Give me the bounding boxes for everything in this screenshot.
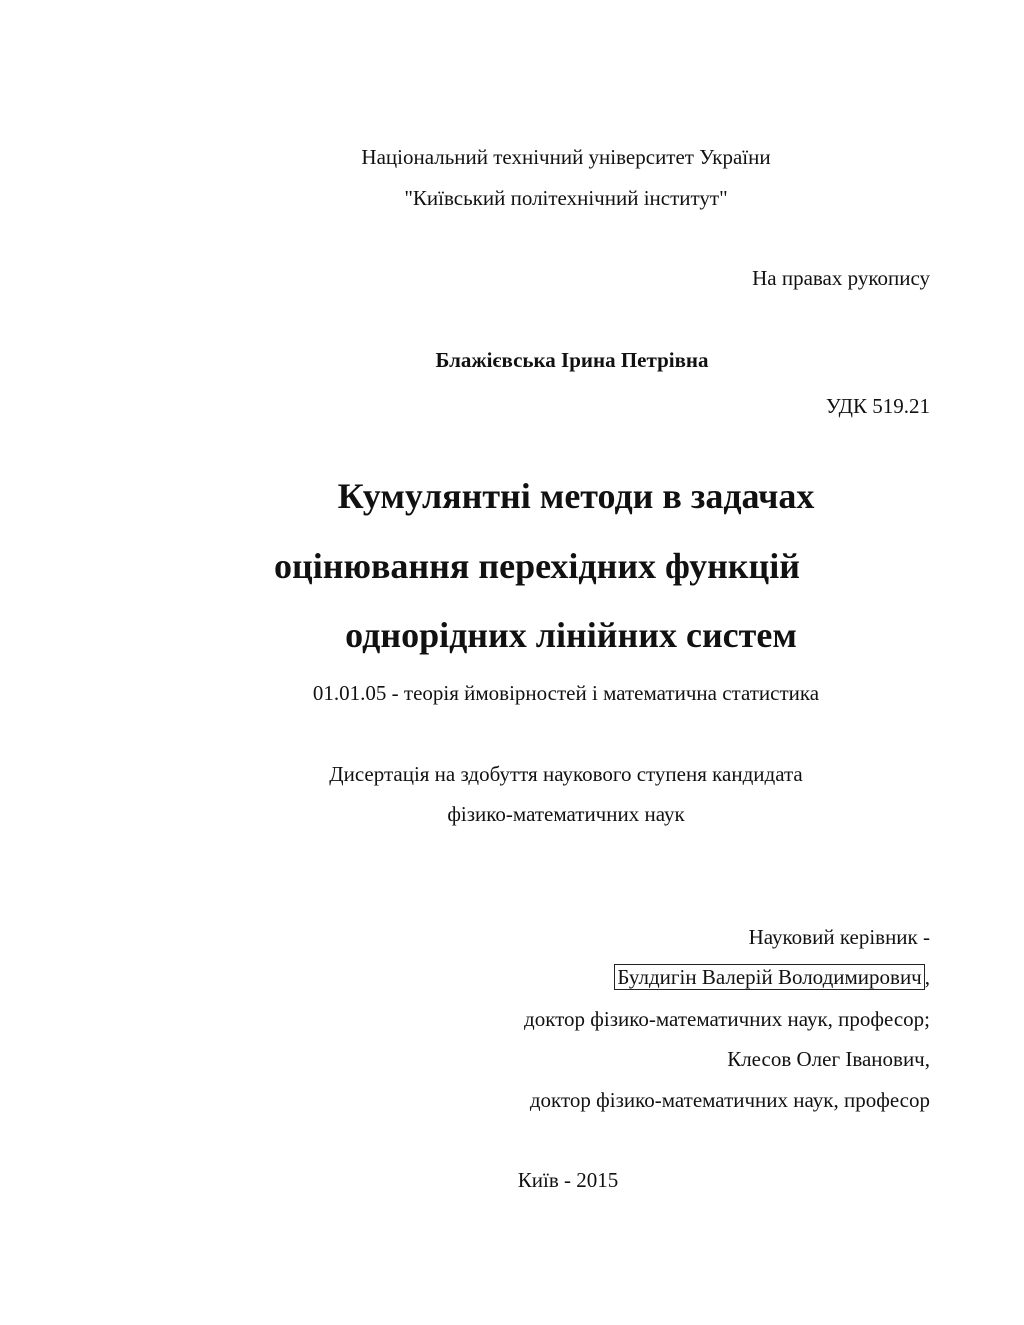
supervisor-1-name: Булдигін Валерій Володимирович [614,964,924,990]
supervisor-heading: Науковий керівник - [748,925,930,949]
supervisor-1-comma: , [924,965,930,989]
dissertation-line-1: Дисертація на здобуття наукового ступеня кандидата [329,762,803,786]
udc-code: УДК 519.21 [825,394,930,418]
university-name: Національний технічний університет України [361,145,771,169]
thesis-title-line-3: однорідних лінійних систем [345,615,797,655]
dissertation-line-2: фізико-математичних наук [447,802,685,826]
specialty: 01.01.05 - теорія ймовірностей і математична статистика [312,681,820,705]
city-year: Київ - 2015 [517,1168,619,1192]
manuscript-note: На правах рукопису [752,266,930,290]
thesis-title-line-1: Кумулянтні методи в задачах [337,476,815,516]
supervisor-2-degree: доктор фізико-математичних наук, професор [529,1088,930,1112]
institute-name: "Київський політехнічний інститут" [404,186,728,210]
supervisor-1-line [614,963,930,991]
supervisor-1-degree: доктор фізико-математичних наук, професор; [524,1007,930,1031]
author-name: Блажієвська Ірина Петрівна [435,348,709,372]
thesis-title-line-2: оцінювання перехідних функцій [273,546,801,586]
supervisor-2-name: Клесов Олег Іванович, [727,1047,930,1071]
